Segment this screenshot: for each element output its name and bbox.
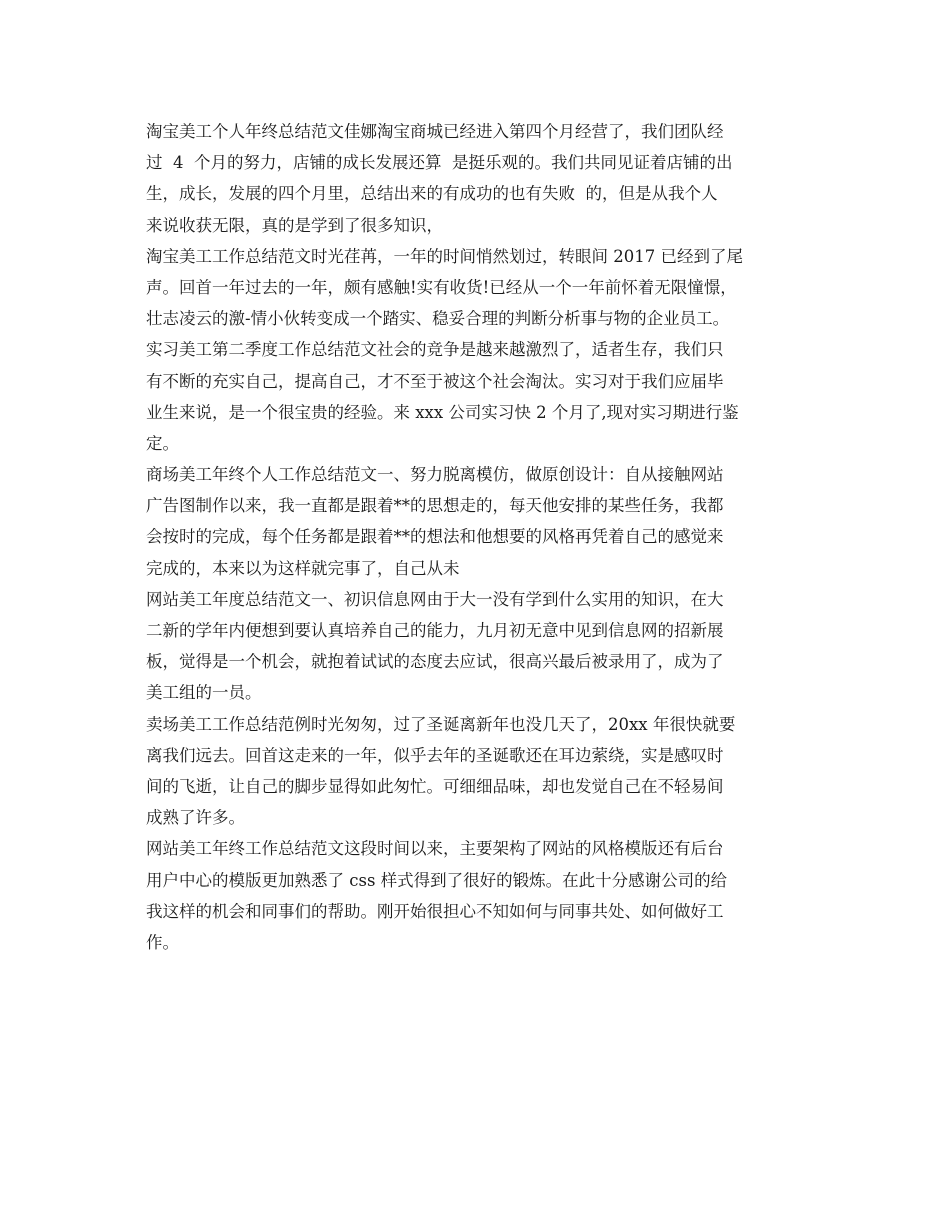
text-line: 声。回首一年过去的一年，颇有感触!实有收货!已经从一个一年前怀着无限憧憬， [146, 277, 737, 297]
text-line: 板，觉得是一个机会，就抱着试试的态度去应试，很高兴最后被录用了，成为了 [146, 652, 724, 672]
text-line: 商场美工年终个人工作总结范文一、努力脱离模仿，做原创设计：自从接触网站 [146, 465, 724, 485]
text-line: 作。 [146, 932, 179, 952]
text-line: 完成的，本来以为这样就完事了，自己从未 [146, 558, 460, 578]
text-line: 离我们远去。回首这走来的一年，似乎去年的圣诞歌还在耳边萦绕，实是感叹时 [146, 745, 724, 765]
text-line: 过 4 个月的努力，店铺的成长发展还算 是挺乐观的。我们共同见证着店铺的出 [146, 153, 733, 173]
paragraph-store-work-summary [146, 709, 806, 834]
text-line: 我这样的机会和同事们的帮助。刚开始很担心不知如何与同事共处、如何做好工 [146, 901, 724, 921]
paragraph-taobao-personal-summary [146, 116, 806, 241]
text-line: 二新的学年内便想到要认真培养自己的能力，九月初无意中见到信息网的招新展 [146, 621, 724, 640]
text-line: 定。 [146, 433, 179, 453]
text-line: 网站美工年度总结范文一、初识信息网由于大一没有学到什么实用的知识，在大 [146, 589, 724, 609]
paragraph-taobao-work-summary [146, 241, 806, 335]
paragraph-website-year-end-summary [146, 833, 806, 958]
text-line: 实习美工第二季度工作总结范文社会的竞争是越来越激烈了，适者生存，我们只 [146, 340, 724, 360]
text-line: 会按时的完成，每个任务都是跟着**的想法和他想要的风格再凭着自己的感觉来 [146, 527, 724, 547]
text-line: 间的飞逝，让自己的脚步显得如此匆忙。可细细品味，却也发觉自己在不轻易间 [146, 776, 724, 796]
text-line: 卖场美工工作总结范例时光匆匆，过了圣诞离新年也没几天了，20xx 年很快就要 [146, 714, 736, 734]
paragraph-mall-year-end-summary [146, 459, 806, 584]
text-line: 广告图制作以来，我一直都是跟着**的思想走的，每天他安排的某些任务，我都 [146, 496, 724, 516]
text-line: 淘宝美工工作总结范文时光荏苒，一年的时间悄然划过，转眼间 2017 已经到了尾 [146, 246, 743, 266]
text-line: 业生来说，是一个很宝贵的经验。来 xxx 公司实习快 2 个月了,现对实习期进行鉴 [146, 402, 739, 422]
text-line: 来说收获无限，真的是学到了很多知识， [146, 215, 443, 235]
text-line: 用户中心的模版更加熟悉了 css 样式得到了很好的锻炼。在此十分感谢公司的给 [146, 870, 728, 890]
paragraph-intern-q2-summary [146, 334, 806, 459]
document-body [146, 116, 806, 958]
text-line: 淘宝美工个人年终总结范文佳娜淘宝商城已经进入第四个月经营了，我们团队经 [146, 122, 724, 141]
paragraph-website-annual-summary [146, 584, 806, 709]
text-line: 有不断的充实自己，提高自己，才不至于被这个社会淘汰。实习对于我们应届毕 [146, 371, 724, 391]
text-line: 网站美工年终工作总结范文这段时间以来，主要架构了网站的风格模版还有后台 [146, 839, 724, 859]
text-line: 生，成长，发展的四个月里，总结出来的有成功的也有失败 的，但是从我个人 [146, 184, 718, 204]
text-line: 美工组的一员。 [146, 683, 262, 703]
text-line: 壮志凌云的激-情小伙转变成一个踏实、稳妥合理的判断分析事与物的企业员工。 [146, 309, 730, 329]
text-line: 成熟了许多。 [146, 808, 245, 828]
